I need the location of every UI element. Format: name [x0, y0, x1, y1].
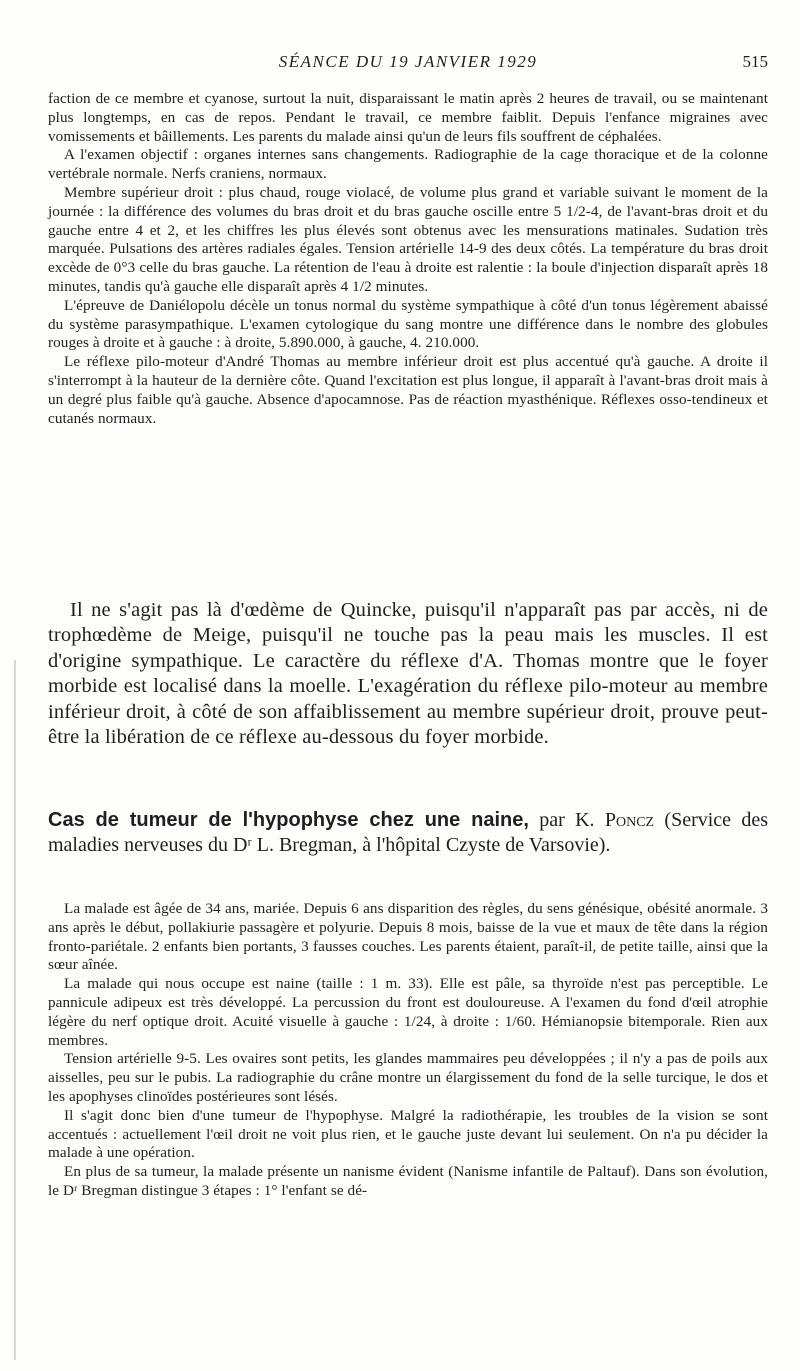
paragraph: La malade qui nous occupe est naine (taille : 1 m. 33). Elle est pâle, sa thyroïde n'est pas perceptible. Le pannicule adipeux est très développé. La percussion du front est douloureuse. A l'examen du fond d'œil atrophie légère du nerf optique droit. Acuité visuelle à gauche : 1/24, à droite : 1/60. Hémianopsie bitemporale. Rien aux membres. [48, 975, 768, 1049]
running-title: SÉANCE DU 19 JANVIER 1929 [278, 52, 538, 71]
article-affiliation: (Service des maladies nerveuses du Dʳ L. Bregman, à l'hôpital Czyste de Varsovie). [48, 809, 769, 856]
article-title-main: Cas de tumeur de l'hypophyse chez une naine, [48, 809, 529, 831]
paragraph: Tension artérielle 9-5. Les ovaires sont petits, les glandes mammaires peu développées ; il n'y a pas de poils aux aisselles, peu sur le pubis. La radiographie du crâne montre un élargissement du fond de la selle turcique, le dos et les apophyses clinoïdes postérieures sont lésés. [48, 1050, 768, 1105]
page-number: 515 [742, 52, 768, 71]
second-case-description [48, 900, 768, 1201]
page-header [48, 52, 768, 78]
case-description [48, 90, 768, 428]
paragraph: Membre supérieur droit : plus chaud, rouge violacé, de volume plus grand et variable suivant le moment de la journée : la différence des volumes du bras droit et du bras gauche oscille entre 5 1/2-4, de l'avant-bras droit et du gauche entre 4 et 2, et les chiffres les plus élevés sont obtenus avec les mensurations matinales. Sudation très marquée. Pulsations des artères radiales égales. Tension artérielle 14-9 des deux côtés. La température du bras droit excède de 0°3 celle du bras gauche. La rétention de l'eau à droite est ralentie : la boule d'injection disparaît après 18 minutes, tandis qu'à gauche elle disparaît après 4 1/2 minutes. [48, 183, 768, 295]
article-title-by: par [539, 809, 565, 831]
article-title-block [48, 808, 768, 858]
paragraph: En plus de sa tumeur, la malade présente un nanisme évident (Nanisme infantile de Paltauf). Dans son évolution, le Dʳ Bregman distingue 3 étapes : 1° l'enfant se dé- [48, 1163, 768, 1199]
paragraph: Il s'agit donc bien d'une tumeur de l'hypophyse. Malgré la radiothérapie, les troubles de la vision se sont accentués : actuellement l'œil droit ne voit plus rien, et le gauche juste devant lui seulement. On n'a pu décider la malade à une opération. [48, 1106, 768, 1162]
article-author: K. Poncz [575, 809, 655, 831]
paragraph: La malade est âgée de 34 ans, mariée. Depuis 6 ans disparition des règles, du sens génésique, obésité anormale. 3 ans après le début, pollakiurie passagère et polyurie. Depuis 8 mois, baisse de la vue et maux de tête dans la région fronto-pariétale. 2 enfants bien portants, 3 fausses couches. Les parents étaient, paraît-il, de petite taille, ainsi que la sœur aînée. [48, 900, 768, 974]
conclusion-block [48, 598, 768, 750]
paragraph: L'épreuve de Daniélopolu décèle un tonus normal du système sympathique à côté d'un tonus légèrement abaissé du système parasympathique. L'examen cytologique du sang montre une différence dans le nombre des globules rouges à droite et à gauche : à droite, 5.890.000, à gauche, 4. 210.000. [48, 296, 768, 352]
paragraph: A l'examen objectif : organes internes sans changements. Radiographie de la cage thoracique et de la colonne vertébrale normale. Nerfs craniens, normaux. [48, 146, 768, 183]
paragraph: faction de ce membre et cyanose, surtout la nuit, disparaissant le matin après 2 heures de travail, ou se maintenant plus longtemps, en cas de repos. Pendant le travail, ce membre faiblit. Depuis l'enfance migraines avec vomissements et bâillements. Les parents du malade ainsi qu'un de leurs fils souffrent de céphalées. [48, 90, 768, 145]
margin-scan-line [14, 660, 16, 1360]
paragraph: Le réflexe pilo-moteur d'André Thomas au membre inférieur droit est plus accentué qu'à gauche. A droite il s'interrompt à la hauteur de la dernière côte. Quand l'excitation est plus longue, il apparaît à l'avant-bras droit mais à un degré plus faible qu'à gauche. Absence d'apocamnose. Pas de réaction myasthénique. Réflexes osso-tendineux et cutanés normaux. [48, 353, 768, 427]
conclusion-paragraph: Il ne s'agit pas là d'œdème de Quincke, puisqu'il n'apparaît pas par accès, ni de trophœdème de Meige, puisqu'il ne touche pas la peau mais les muscles. Il est d'origine sympathique. Le caractère du réflexe d'A. Thomas montre que le foyer morbide est localisé dans la moelle. L'exagération du réflexe pilo-moteur au membre inférieur droit, à côté de son affaiblissement au membre supérieur droit, prouve peut-être la libération de ce réflexe au-dessous du foyer morbide. [48, 599, 768, 749]
article-title [48, 808, 768, 858]
